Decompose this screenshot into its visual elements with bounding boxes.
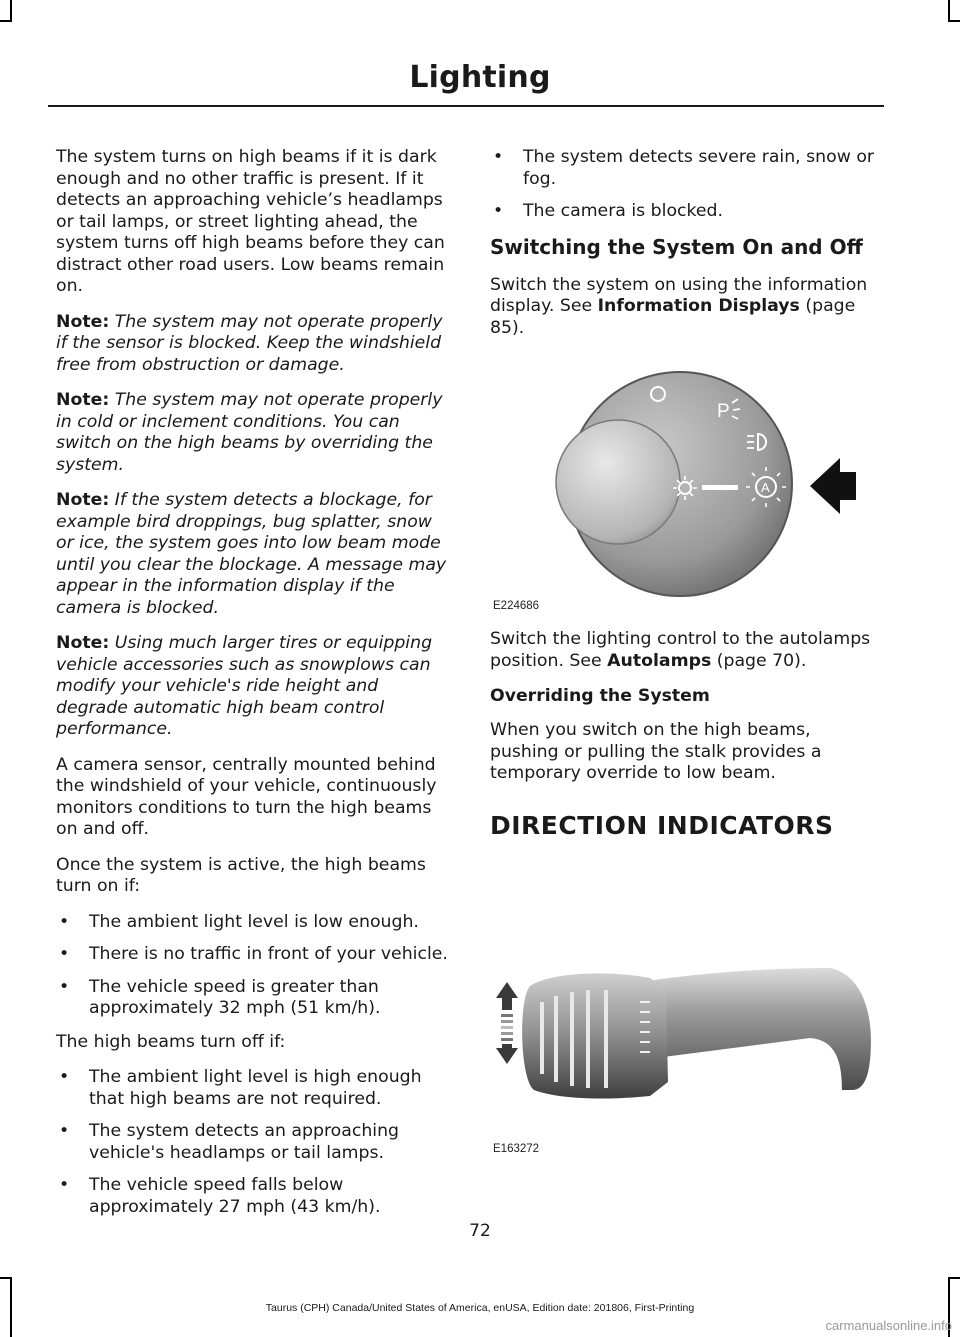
text: (page 70).: [711, 650, 807, 671]
stalk-knob: [522, 973, 668, 1098]
figure-code: E163272: [493, 1143, 540, 1155]
list-item: • The camera is blocked.: [490, 201, 882, 223]
crop-mark: [948, 20, 960, 22]
list-item: • There is no traffic in front of your vehicle.: [56, 944, 448, 966]
crop-mark: [948, 0, 950, 22]
chapter-heading: DIRECTION INDICATORS: [490, 810, 834, 840]
note-text: Using much larger tires or equipping vehicle accessories such as snowplows can modify your vehicle's ride height and degrade automatic high beam control performance.: [56, 633, 433, 739]
indicator-stalk-figure: [490, 950, 882, 1140]
on-intro: Once the system is active, the high beams turn on if:: [56, 854, 426, 896]
off-conditions-list: [56, 1067, 448, 1218]
lighting-paragraph: [490, 629, 882, 672]
dial-pointer: [702, 485, 738, 490]
list-item: • The ambient light level is high enough that high beams are not required.: [56, 1067, 448, 1110]
override-paragraph: When you switch on the high beams, pushing or pulling the stalk provides a temporary override to low beam.: [490, 720, 822, 783]
note-4: [56, 633, 448, 741]
edition-footer: Taurus (CPH) Canada/United States of America, enUSA, Edition date: 201806, First-Printing: [265, 1302, 695, 1314]
svg-text:P: P: [717, 401, 730, 422]
list-item: • The system detects an approaching vehicle's headlamps or tail lamps.: [56, 1121, 448, 1164]
lighting-control-figure: [490, 360, 870, 620]
xref-link[interactable]: Autolamps: [607, 650, 712, 671]
on-conditions-list: [56, 912, 448, 1020]
list-item: • The ambient light level is low enough.: [56, 912, 448, 934]
text: Switch the lighting control to the autolamps position. See: [490, 629, 871, 671]
crop-mark: [0, 20, 12, 22]
figure-code: E224686: [493, 600, 540, 612]
note-label: Note:: [56, 311, 110, 332]
crop-mark: [10, 0, 12, 22]
note-1: [56, 312, 448, 377]
page-title: Lighting: [409, 60, 551, 95]
text: Switch the system on using the information display. See: [490, 274, 868, 316]
watermark: carmanualsonline.info: [825, 1318, 952, 1333]
crop-mark: [0, 1277, 12, 1279]
note-label: Note:: [56, 390, 110, 410]
up-down-arrow-icon: [496, 982, 518, 1064]
intro-paragraph: The system turns on high beams if it is dark enough and no other traffic is present. If it detects an approaching vehicle’s headlamps or tail lamps, or street lighting ahead, the system turns off high beams before they can distract other road users. Low beams remain on.: [56, 147, 445, 296]
subheading: Overriding the System: [490, 686, 710, 706]
page-number: 72: [469, 1221, 491, 1241]
text: (page 85).: [490, 296, 856, 338]
xref-link[interactable]: Information Displays: [597, 296, 800, 316]
right-column-top: [490, 147, 882, 353]
left-column: [56, 147, 448, 1230]
section-heading: Switching the System On and Off: [490, 234, 863, 259]
note-label: Note:: [56, 633, 110, 653]
note-text: The system may not operate properly if the sensor is blocked. Keep the windshield free from obstruction or damage.: [56, 311, 443, 375]
note-3: [56, 490, 448, 619]
dial-knob: [556, 420, 680, 544]
list-item: • The system detects severe rain, snow or fog.: [490, 147, 882, 190]
stalk-body: [640, 968, 871, 1090]
note-text: The system may not operate properly in cold or inclement conditions. You can switch on the high beams by overriding the system.: [56, 390, 443, 475]
arrow-pointer-icon: [810, 458, 856, 514]
off-intro: The high beams turn off if:: [56, 1031, 286, 1052]
right-column-middle: [490, 629, 882, 840]
list-item: • The vehicle speed is greater than approximately 32 mph (51 km/h).: [56, 977, 448, 1020]
note-label: Note:: [56, 490, 110, 510]
list-item: • The vehicle speed falls below approximately 27 mph (43 km/h).: [56, 1175, 448, 1218]
note-text: If the system detects a blockage, for example bird droppings, bug splatter, snow or ice, the system goes into low beam mode until you clear the blockage. A message may appear in the information display if the camera is blocked.: [56, 490, 447, 618]
crop-mark: [948, 1277, 960, 1279]
camera-paragraph: A camera sensor, centrally mounted behind the windshield of your vehicle, continuously monitors conditions to turn the high beams on and off.: [56, 754, 437, 839]
header-rule: [48, 105, 884, 107]
switch-paragraph: [490, 275, 882, 340]
off-conditions-list-continued: [490, 147, 882, 223]
svg-text:A: A: [761, 480, 770, 495]
note-2: [56, 390, 448, 476]
